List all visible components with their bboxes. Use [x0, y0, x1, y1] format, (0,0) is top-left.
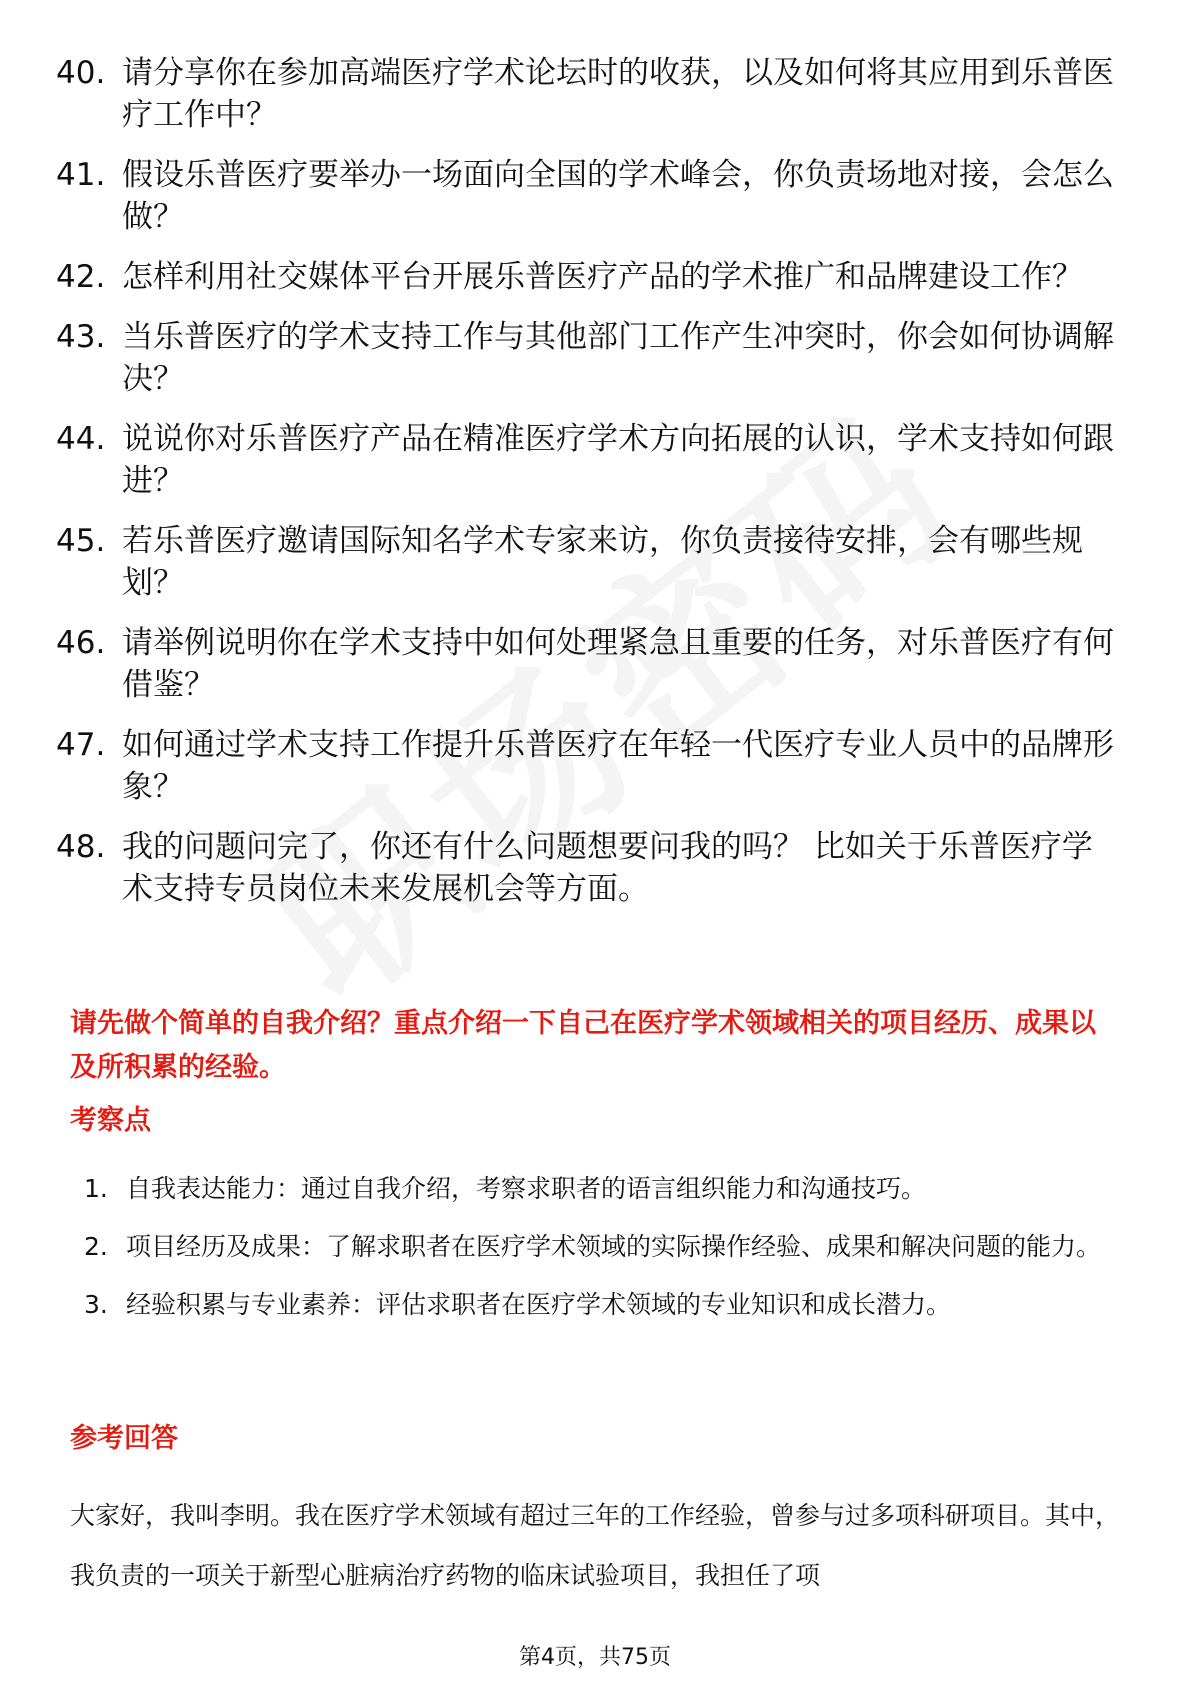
list-item — [56, 520, 1116, 604]
list-item — [56, 724, 1116, 808]
answer-heading: 参考回答 — [70, 1423, 178, 1454]
question-number: 42. — [56, 259, 106, 295]
question-text: 请分享你在参加高端医疗学术论坛时的收获，以及如何将其应用到乐普医疗工作中？ — [122, 55, 1114, 133]
question-text: 请举例说明你在学术支持中如何处理紧急且重要的任务，对乐普医疗有何借鉴？ — [122, 625, 1114, 703]
question-text: 说说你对乐普医疗产品在精准医疗学术方向拓展的认识，学术支持如何跟进？ — [122, 421, 1114, 499]
points-list — [84, 1160, 1124, 1334]
question-text: 当乐普医疗的学术支持工作与其他部门工作产生冲突时，你会如何协调解决？ — [122, 319, 1114, 397]
question-number: 46. — [56, 625, 106, 661]
question-text: 我的问题问完了，你还有什么问题想要问我的吗？ 比如关于乐普医疗学术支持专员岗位未来发展机会等方面。 — [122, 829, 1093, 907]
question-text: 假设乐普医疗要举办一场面向全国的学术峰会，你负责场地对接，会怎么做？ — [122, 157, 1114, 235]
point-number: 1. — [84, 1174, 108, 1203]
question-list — [56, 52, 1116, 928]
question-number: 44. — [56, 421, 106, 457]
points-heading: 考察点 — [70, 1105, 151, 1136]
featured-question: 请先做个简单的自我介绍？重点介绍一下自己在医疗学术领域相关的项目经历、成果以及所积累的经验。 — [70, 1008, 1096, 1083]
list-item — [56, 826, 1116, 910]
list-item — [84, 1276, 1124, 1334]
list-item — [84, 1160, 1124, 1218]
list-item — [56, 418, 1116, 502]
question-number: 48. — [56, 829, 106, 865]
list-item — [56, 316, 1116, 400]
answer-text: 大家好，我叫李明。我在医疗学术领域有超过三年的工作经验，曾参与过多项科研项目。其中，我负责的一项关于新型心脏病治疗药物的临床试验项目，我担任了项 — [70, 1501, 1121, 1590]
question-number: 47. — [56, 727, 106, 763]
point-text: 经验积累与专业素养：评估求职者在医疗学术领域的专业知识和成长潜力。 — [126, 1290, 952, 1319]
question-number: 43. — [56, 319, 106, 355]
page-footer: 第4页，共75页 — [519, 1645, 671, 1670]
point-text: 项目经历及成果：了解求职者在医疗学术领域的实际操作经验、成果和解决问题的能力。 — [126, 1232, 1102, 1261]
point-text: 自我表达能力：通过自我介绍，考察求职者的语言组织能力和沟通技巧。 — [126, 1174, 927, 1203]
list-item — [56, 52, 1116, 136]
list-item — [56, 622, 1116, 706]
question-text: 如何通过学术支持工作提升乐普医疗在年轻一代医疗专业人员中的品牌形象？ — [122, 727, 1114, 805]
list-item — [84, 1218, 1124, 1276]
question-number: 45. — [56, 523, 106, 559]
question-number: 41. — [56, 157, 106, 193]
list-item — [56, 154, 1116, 238]
question-number: 40. — [56, 55, 106, 91]
point-number: 3. — [84, 1290, 108, 1319]
question-text: 怎样利用社交媒体平台开展乐普医疗产品的学术推广和品牌建设工作？ — [122, 259, 1083, 295]
question-text: 若乐普医疗邀请国际知名学术专家来访，你负责接待安排，会有哪些规划？ — [122, 523, 1083, 601]
point-number: 2. — [84, 1232, 108, 1261]
list-item — [56, 256, 1116, 298]
